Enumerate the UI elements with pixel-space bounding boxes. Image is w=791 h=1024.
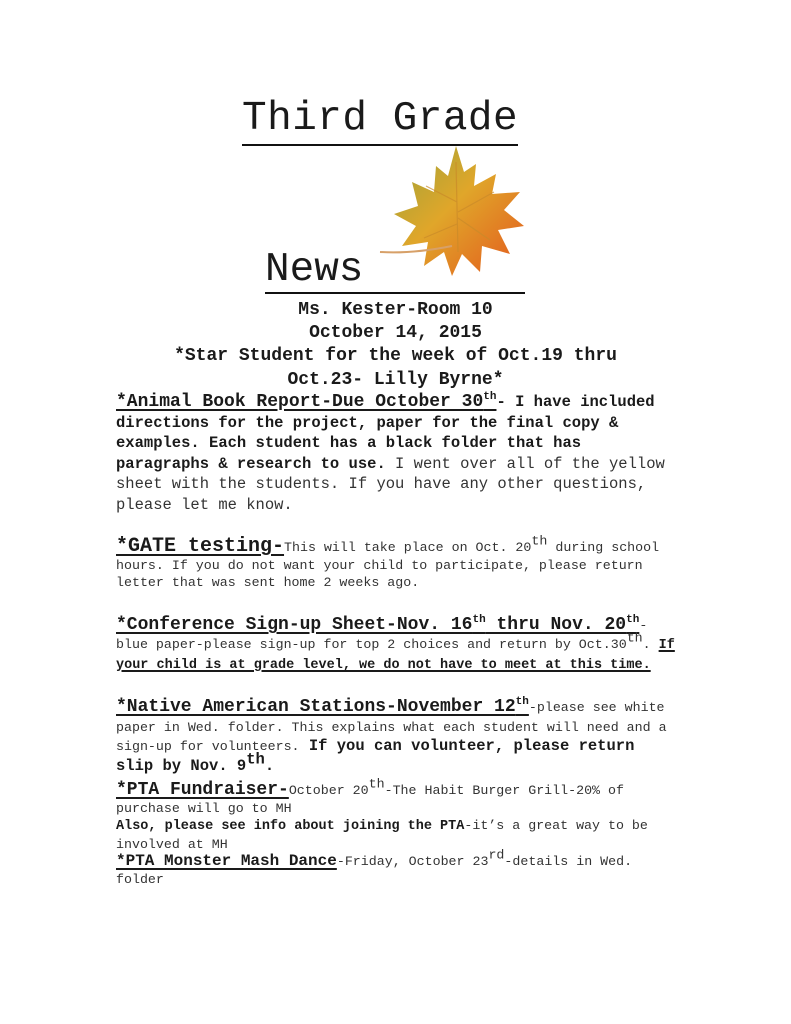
conference-heading-1: *Conference Sign-up Sheet-Nov. 16: [116, 615, 473, 635]
book-report-heading-text: *Animal Book Report-Due October 30: [116, 392, 484, 412]
section-native-american: [116, 698, 676, 776]
pta-join-text: -it’s a great way to be involved at MH: [116, 818, 648, 852]
star-student-line-2: Oct.23- Lilly Byrne*: [287, 370, 504, 390]
native-text: -please see white paper in Wed. folder. This explains what each student will need and a sign-up for volunteers.: [116, 700, 667, 754]
pta-join-bold: Also, please see info about joining the PTA: [116, 819, 465, 834]
conference-text-sup: th: [626, 630, 643, 646]
section-book-report: [116, 392, 676, 515]
section-gate: [116, 533, 676, 592]
pta-text-sup: th: [368, 776, 385, 792]
newsletter-date: October 14, 2015: [309, 323, 482, 343]
native-heading-sup: th: [515, 696, 529, 708]
gate-text-1: This will take place on Oct. 20: [284, 540, 532, 555]
pta-text-2: -The Habit Burger Grill-20% of purchase will go to MH: [116, 783, 624, 816]
book-report-dash: -: [496, 393, 506, 411]
native-bold-text: If you can volunteer, please return slip by Nov. 9: [116, 737, 635, 775]
conference-text-1: -blue paper-please sign-up for top 2 choices and return by Oct.30: [116, 618, 648, 652]
conference-heading-sup-2: th: [626, 614, 640, 626]
pta-text-1: October 20: [288, 783, 369, 798]
book-report-heading: [116, 392, 496, 412]
conference-text-2: .: [642, 637, 659, 652]
dance-heading: *PTA Monster Mash Dance: [116, 852, 337, 870]
book-report-bold-text: I have included directions for the project, paper for the final copy & examples. Each student has a black folder that has paragraphs & research to use.: [116, 393, 655, 473]
teacher-name: Ms. Kester-Room 10: [298, 300, 493, 320]
gate-text-2: during school hours. If you do not want your child to participate, please return letter that was sent home 2 weeks ago.: [116, 540, 660, 590]
pta-heading: *PTA Fundraiser-: [116, 780, 289, 800]
native-heading: [116, 697, 529, 717]
section-pta: [116, 776, 676, 888]
dance-text-sup: rd: [488, 847, 505, 863]
section-conference: [116, 616, 676, 675]
native-heading-text: *Native American Stations-November 12: [116, 697, 516, 717]
dance-text-2: -details in Wed. folder: [116, 854, 633, 887]
conference-heading-2: thru Nov. 20: [485, 615, 627, 635]
dance-text-1: -Friday, October 23: [336, 854, 489, 869]
newsletter-subtitle: News: [265, 248, 525, 294]
gate-text-sup: th: [531, 533, 548, 549]
conference-note: If your child is at grade level, we do not have to meet at this time.: [116, 638, 675, 673]
star-student-line-1: *Star Student for the week of Oct.19 thru: [174, 346, 617, 366]
native-bold-sup: th: [246, 750, 265, 769]
book-report-heading-sup: th: [483, 391, 497, 403]
gate-heading: *GATE testing-: [116, 535, 285, 558]
native-bold-end: .: [264, 756, 275, 775]
newsletter-title: Third Grade: [242, 96, 518, 146]
conference-heading: [116, 615, 639, 635]
book-report-text: I went over all of the yellow sheet with the students. If you have any other questions, please let me know.: [116, 454, 665, 514]
conference-heading-sup-1: th: [472, 614, 486, 626]
